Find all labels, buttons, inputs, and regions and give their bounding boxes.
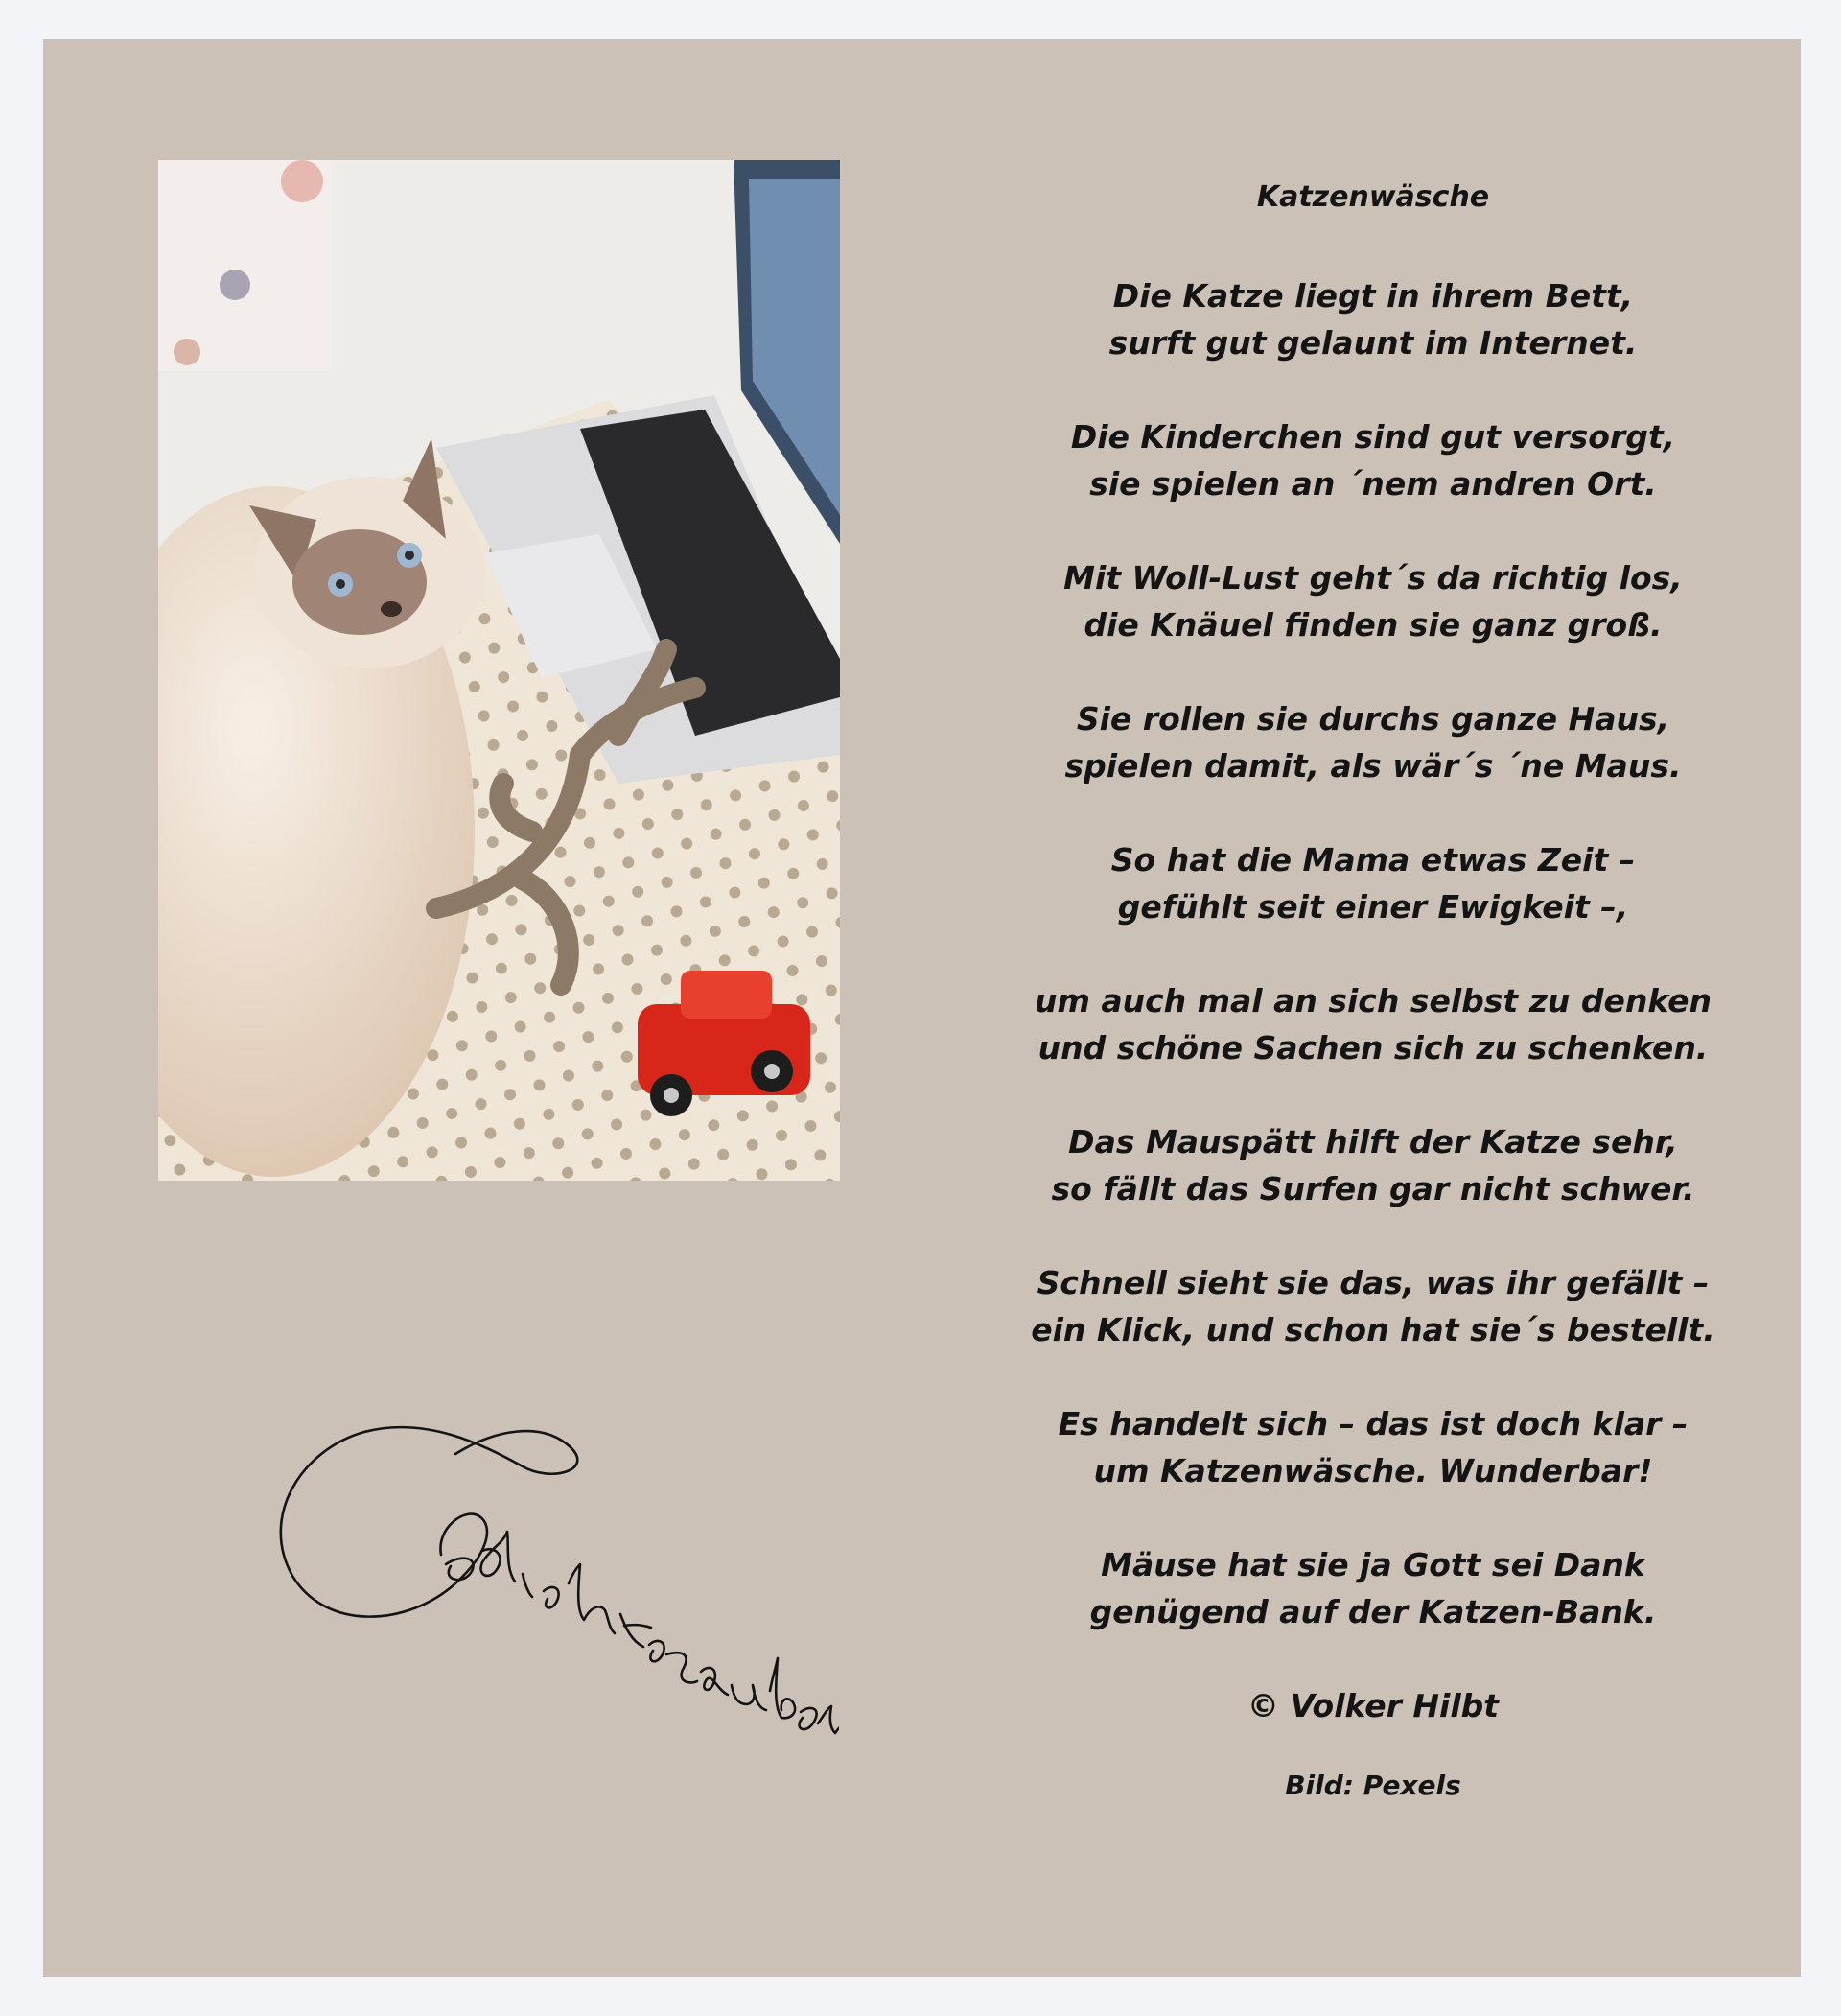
poem-line: Sie rollen sie durchs ganze Haus, (1076, 700, 1670, 738)
stanza-2 (959, 413, 1787, 507)
poem-line: sie spielen an ´nem andren Ort. (1089, 465, 1657, 503)
poem-line: so fällt das Surfen gar nicht schwer. (1051, 1170, 1695, 1207)
stanza-5 (959, 836, 1787, 930)
image-credit: Bild: Pexels (1285, 1770, 1461, 1801)
poem-line: die Knäuel finden sie ganz groß. (1084, 606, 1663, 644)
stanza-9 (959, 1400, 1787, 1494)
poem-line: Mäuse hat sie ja Gott sei Dank (1101, 1546, 1645, 1583)
poem-title: Katzenwäsche (1256, 180, 1490, 214)
copyright: © Volker Hilbt (1247, 1687, 1500, 1724)
poem-line: Mit Woll-Lust geht´s da richtig los, (1063, 559, 1683, 597)
poem-line: Die Kinderchen sind gut versorgt, (1070, 418, 1676, 456)
stanza-4 (959, 695, 1787, 789)
poem (959, 178, 1787, 1805)
poem-line: So hat die Mama etwas Zeit – (1110, 841, 1636, 879)
stanza-7 (959, 1118, 1787, 1212)
poem-line: Die Katze liegt in ihrem Bett, (1112, 277, 1634, 315)
poem-line: Das Mauspätt hilft der Katze sehr, (1068, 1123, 1678, 1160)
poem-line: um Katzenwäsche. Wunderbar! (1093, 1452, 1653, 1489)
poem-line: spielen damit, als wär´s ´ne Maus. (1064, 747, 1682, 785)
poem-line: gefühlt seit einer Ewigkeit –, (1117, 888, 1629, 926)
poem-line: ein Klick, und schon hat sie´s bestellt. (1031, 1311, 1715, 1348)
stanza-6 (959, 977, 1787, 1071)
poem-line: Es handelt sich – das ist doch klar – (1058, 1405, 1689, 1442)
poem-line: Schnell sieht sie das, was ihr gefällt – (1037, 1264, 1710, 1301)
stanza-3 (959, 554, 1787, 648)
signature-text: Gedichtezauber (264, 1372, 272, 1373)
poem-line: und schöne Sachen sich zu schenken. (1037, 1029, 1709, 1067)
stanza-10 (959, 1541, 1787, 1635)
poem-line: um auch mal an sich selbst zu denken (1034, 982, 1713, 1020)
poem-line: surft gut gelaunt im Internet. (1108, 324, 1638, 362)
poem-line: genügend auf der Katzen-Bank. (1089, 1593, 1657, 1630)
poem-card (43, 39, 1801, 1977)
gedichtezauber-signature (264, 1363, 839, 1766)
stanza-1 (959, 272, 1787, 366)
stanza-8 (959, 1259, 1787, 1353)
cat-laptop-photo (158, 160, 840, 1181)
